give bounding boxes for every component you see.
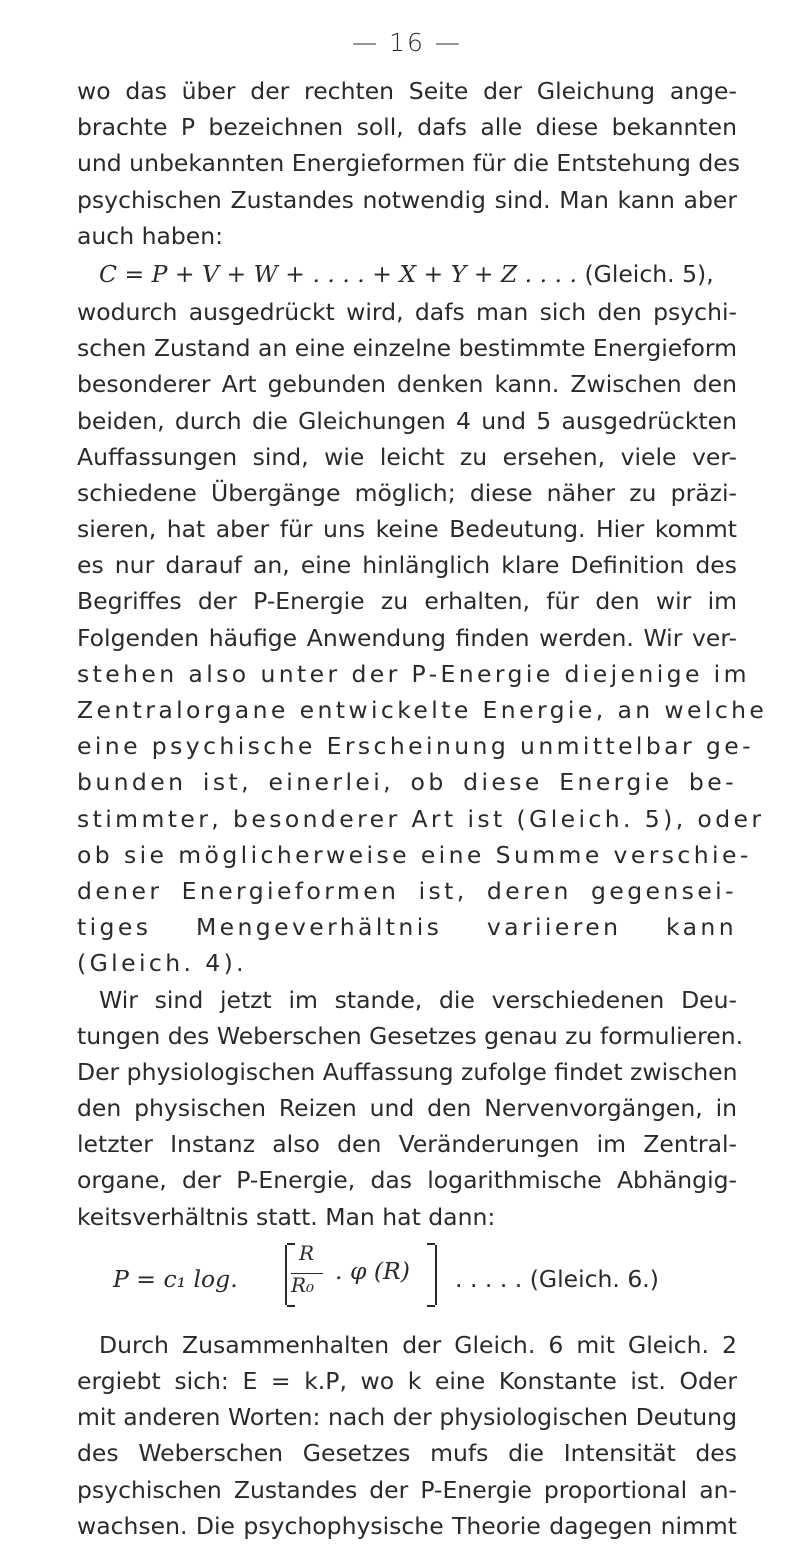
text-line: und unbekannten Energieformen für die Entstehung des [77, 149, 740, 178]
text-line: Begriffes der P-Energie zu erhalten, für den wir im [77, 587, 737, 616]
text-line: auch haben: [77, 221, 224, 250]
equation-6-phi: . φ (R) [335, 1256, 410, 1285]
text-line: psychischen Zustandes der P-Energie proportional an- [77, 1475, 737, 1504]
text-line: organe, der P-Energie, das logarithmische Abhängig- [77, 1166, 737, 1195]
text-line-emphasis: bunden ist, einerlei, ob diese Energie be- [77, 768, 737, 797]
equation-6-numerator: R [299, 1240, 315, 1265]
text-line: ergiebt sich: E = k.P, wo k eine Konstante ist. Oder [77, 1367, 737, 1395]
text-line: Durch Zusammenhalten der Gleich. 6 mit Gleich. 2 [99, 1330, 737, 1359]
text-line-emphasis: eine psychische Erscheinung unmittelbar ge- [77, 732, 754, 761]
page-number: — 16 — [352, 28, 462, 57]
text-line-emphasis: ob sie möglicherweise eine Summe verschie- [77, 840, 752, 869]
equation-6-denominator: R₀ [291, 1272, 315, 1297]
text-line: mit anderen Worten: nach der physiologischen Deutung [77, 1403, 737, 1432]
equation-5-label: (Gleich. 5), [584, 259, 714, 288]
text-line-emphasis: dener Energieformen ist, deren gegensei- [77, 876, 737, 905]
text-line-emphasis: (Gleich. 4). [77, 949, 248, 978]
text-line: schiedene Übergänge möglich; diese näher zu präzi- [77, 478, 737, 507]
text-line: wodurch ausgedrückt wird, dafs man sich den psychi- [77, 297, 737, 326]
text-line-emphasis: Zentralorgane entwickelte Energie, an welche [77, 696, 768, 724]
text-line: des Weberschen Gesetzes mufs die Intensität des [77, 1439, 737, 1468]
equation-5 [77, 254, 737, 294]
text-line: beiden, durch die Gleichungen 4 und 5 ausgedrückten [77, 406, 737, 435]
text-line-emphasis: tiges Mengeverhältnis variieren kann [77, 913, 737, 942]
paragraph-2 [77, 294, 768, 982]
text-line: besonderer Art gebunden denken kann. Zwischen den [77, 370, 737, 399]
text-line: Wir sind jetzt im stande, die verschiedenen Deu- [99, 985, 737, 1014]
text-line: Auffassungen sind, wie leicht zu ersehen, viele ver- [77, 442, 737, 471]
paragraph-3 [77, 982, 744, 1235]
equation-5-formula: C = P + V + W + . . . . + X + Y + Z . . . . [99, 259, 577, 288]
paragraph-4 [77, 1327, 737, 1544]
text-line: letzter Instanz also den Veränderungen im Zentral- [77, 1130, 737, 1159]
text-line-emphasis: stehen also unter der P-Energie diejenige im [77, 659, 750, 688]
text-line: schen Zustand an eine einzelne bestimmte Energieform [77, 334, 738, 363]
document-page [77, 28, 768, 1544]
text-line: wachsen. Die psychophysische Theorie dagegen nimmt [77, 1511, 737, 1540]
text-line: es nur darauf an, eine hinlänglich klare Definition des [77, 551, 737, 580]
text-line: Folgenden häufige Anwendung finden werden. Wir ver- [77, 623, 737, 652]
text-line: Der physiologischen Auffassung zufolge findet zwischen [77, 1057, 738, 1086]
text-line: psychischen Zustandes notwendig sind. Man kann aber [77, 185, 737, 214]
text-line: brachte P bezeichnen soll, dafs alle diese bekannten [77, 113, 737, 142]
paragraph-1 [77, 73, 740, 254]
text-line: den physischen Reizen und den Nervenvorgängen, in [77, 1094, 737, 1123]
text-line: sieren, hat aber für uns keine Bedeutung. Hier kommt [77, 515, 737, 544]
equation-6-label: . . . . . (Gleich. 6.) [455, 1264, 659, 1293]
text-line-emphasis: stimmter, besonderer Art ist (Gleich. 5), oder [77, 804, 765, 833]
equation-6 [77, 1240, 737, 1321]
equation-6-lhs: P = c₁ log. [113, 1264, 238, 1293]
text-line: keitsverhältnis statt. Man hat dann: [77, 1202, 496, 1231]
text-line: wo das über der rechten Seite der Gleichung ange- [77, 77, 737, 105]
text-line: tungen des Weberschen Gesetzes genau zu formulieren. [77, 1021, 744, 1050]
